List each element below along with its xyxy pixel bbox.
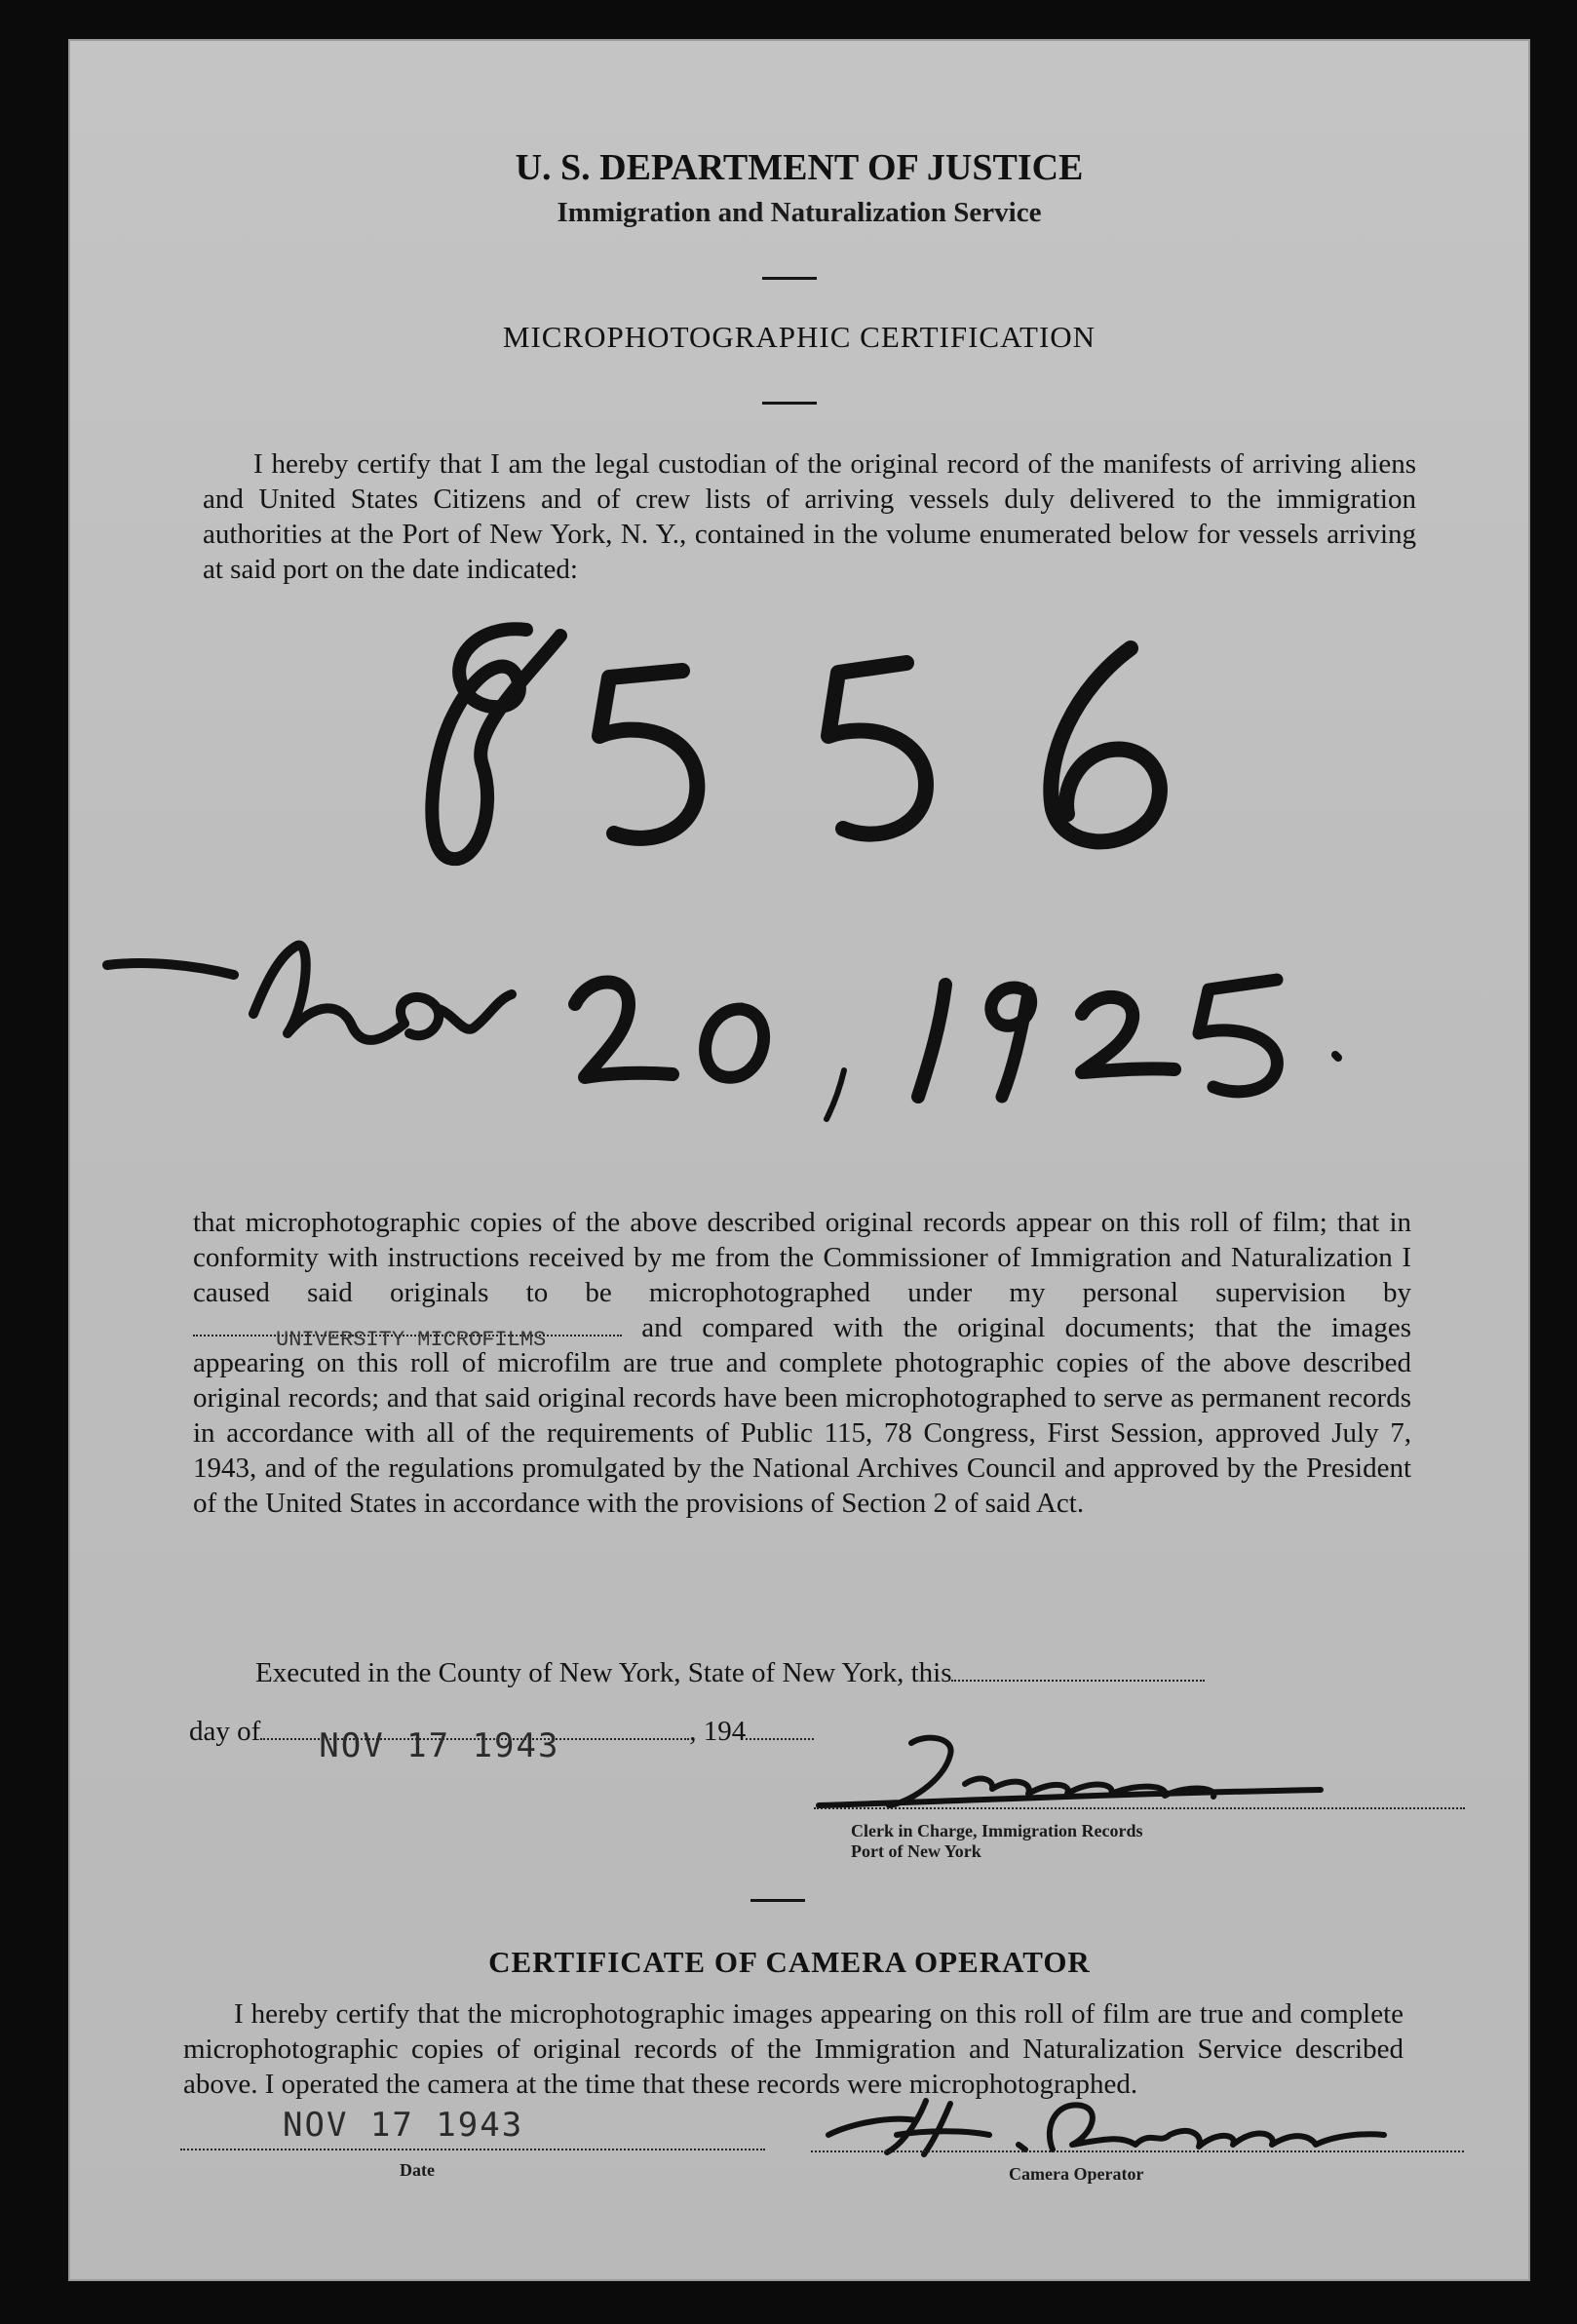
microfilmer-name: UNIVERSITY MICROFILMS bbox=[276, 1328, 547, 1352]
certification-title: MICROPHOTOGRAPHIC CERTIFICATION bbox=[502, 320, 1096, 354]
certification-body-part1: that microphotographic copies of the above described original records appear on this roll of film; that in conformity with instructions received by me from the Commissioner of Immigration and Naturalization I caused said originals to be microphotographed under my personal supervision by bbox=[193, 1207, 1411, 1308]
camera-operator-signature bbox=[68, 39, 1530, 2281]
day-of-label: day of bbox=[189, 1716, 261, 1747]
certificate-page bbox=[68, 39, 1530, 2281]
camera-operator-label: Camera Operator bbox=[1009, 2164, 1144, 2184]
camera-operator-title: CERTIFICATE OF CAMERA OPERATOR bbox=[488, 1945, 1091, 1979]
certification-body-part2: and compared with the original documents; that the images appearing on this roll of microfilm are true and complete photographic copies of the above described original records; and that said original records have been microphotographed to serve as permanent records in accordance with all of the requirements of Public 115, 78 Congress, First Session, approved July 7, 1943, and of the regulations promulgated by the National Archives Council and approved by the President of the United States in accordance with the provisions of Section 2 of said Act. bbox=[193, 1312, 1412, 1519]
camera-operator-signature-line bbox=[811, 2150, 1464, 2152]
department-title: U. S. DEPARTMENT OF JUSTICE bbox=[515, 147, 1084, 188]
executed-text: Executed in the County of New York, State of New York, this bbox=[255, 1657, 952, 1688]
date-label: Date bbox=[400, 2160, 435, 2180]
clerk-title-line1: Clerk in Charge, Immigration Records bbox=[851, 1821, 1143, 1840]
clerk-date-stamp: NOV 17 1943 bbox=[319, 1726, 560, 1765]
year-prefix: , 194 bbox=[689, 1716, 747, 1747]
clerk-title-line2: Port of New York bbox=[851, 1841, 981, 1861]
service-subtitle: Immigration and Naturalization Service bbox=[557, 197, 1042, 228]
certification-intro: I hereby certify that I am the legal custodian of the original record of the manifests of arriving aliens and United States Citizens and of crew lists of arriving vessels duly delivered to the immigration authorities at the Port of New York, N. Y., contained in the volume enumerated below for vessels arriving at said port on the date indicated: bbox=[203, 448, 1416, 585]
operator-date-stamp: NOV 17 1943 bbox=[283, 2106, 524, 2145]
camera-operator-text: I hereby certify that the microphotographic images appearing on this roll of film are true and complete microphotographic copies of original records of the Immigration and Naturalization Service described above. I operated the camera at the time that these records were microphotographed. bbox=[183, 1998, 1404, 2100]
